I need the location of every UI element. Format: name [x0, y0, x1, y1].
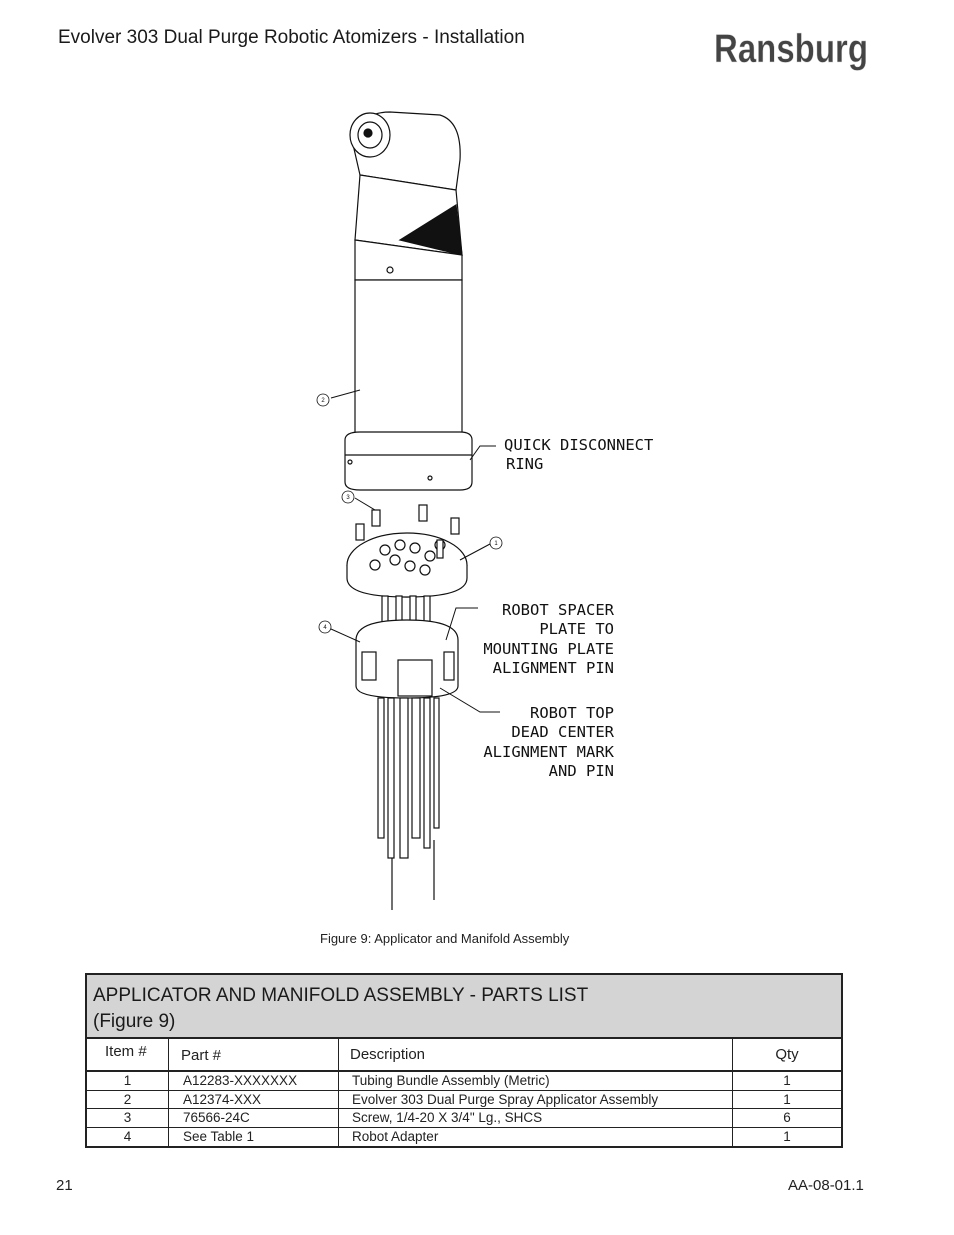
page-number: 21 [56, 1177, 73, 1194]
table-row [87, 1128, 841, 1147]
cell-qty: 1 [783, 1091, 791, 1107]
cell-item: 2 [87, 1091, 169, 1109]
header-part: Part # [169, 1039, 339, 1070]
parts-list-title-line2: (Figure 9) [93, 1011, 176, 1032]
balloon-label-4: 4 [323, 625, 327, 631]
header-item: Item # [87, 1039, 169, 1070]
callout-spacer-plate-line4: ALIGNMENT PIN [492, 659, 614, 677]
applicator-barrel-shape [355, 280, 462, 455]
page-header-title: Evolver 303 Dual Purge Robotic Atomizers - Installation [58, 27, 525, 48]
cell-qty: 6 [783, 1110, 791, 1125]
table-row [87, 1091, 841, 1110]
callout-spacer-plate-line1: ROBOT SPACER [502, 601, 614, 619]
table-row [87, 1109, 841, 1128]
callout-quick-disconnect-line2: RING [506, 455, 544, 473]
header-qty: Qty [775, 1046, 799, 1063]
assembly-drawing [300, 100, 700, 920]
parts-list-table [85, 973, 843, 1148]
cell-description: Robot Adapter [339, 1128, 733, 1147]
cell-item: 4 [87, 1128, 169, 1147]
parts-list-title [87, 975, 841, 1039]
figure-caption: Figure 9: Applicator and Manifold Assembly [320, 931, 570, 946]
callout-tdc-line4: AND PIN [548, 762, 614, 780]
tubing-bundle-shape [378, 698, 384, 838]
balloon-label-1: 1 [494, 541, 498, 547]
cell-qty: 1 [783, 1128, 791, 1144]
screw-shape [372, 510, 380, 526]
balloon-label-2: 2 [321, 398, 325, 404]
parts-list-title-line1: APPLICATOR AND MANIFOLD ASSEMBLY - PARTS LIST [93, 985, 589, 1006]
callout-quick-disconnect-line1: QUICK DISCONNECT [504, 436, 654, 454]
cell-qty: 1 [783, 1073, 791, 1088]
document-code: AA-08-01.1 [788, 1177, 864, 1194]
balloon-label-3: 3 [346, 495, 350, 501]
callout-tdc-line2: DEAD CENTER [511, 723, 614, 741]
quick-disconnect-ring-shape [345, 432, 472, 490]
header-description: Description [339, 1039, 733, 1070]
table-header-row [87, 1039, 841, 1072]
cell-part: See Table 1 [169, 1128, 339, 1147]
cell-description: Screw, 1/4-20 X 3/4" Lg., SHCS [339, 1109, 733, 1127]
callout-tdc-line3: ALIGNMENT MARK [483, 743, 614, 761]
logo-text: Ransburg [714, 27, 868, 71]
callout-spacer-plate-line2: PLATE TO [539, 620, 614, 638]
cell-description: Evolver 303 Dual Purge Spray Applicator Assembly [339, 1091, 733, 1109]
table-row [87, 1072, 841, 1091]
cell-part: A12283-XXXXXXX [169, 1072, 339, 1090]
cell-description: Tubing Bundle Assembly (Metric) [339, 1072, 733, 1090]
cell-part: 76566-24C [169, 1109, 339, 1127]
cell-item: 1 [87, 1072, 169, 1090]
callout-tdc-line1: ROBOT TOP [530, 704, 614, 722]
assembly-figure [300, 100, 700, 920]
ransburg-logo [712, 24, 872, 76]
cell-item: 3 [87, 1109, 169, 1127]
cell-part: A12374-XXX [169, 1091, 339, 1109]
callout-spacer-plate-line3: MOUNTING PLATE [483, 640, 614, 658]
